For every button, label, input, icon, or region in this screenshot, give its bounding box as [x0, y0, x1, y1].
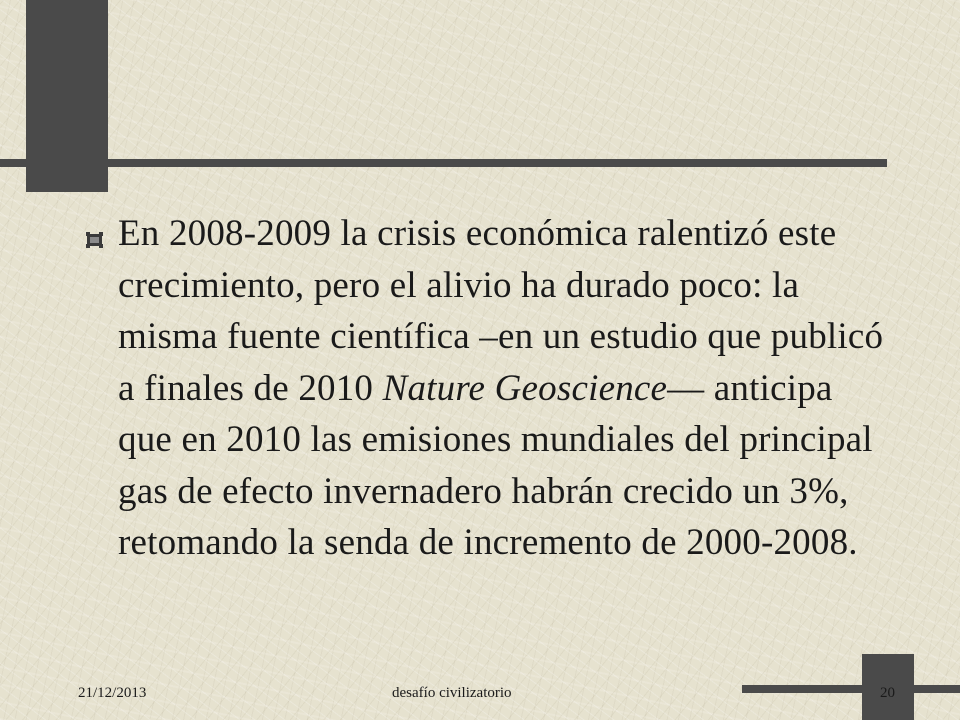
- journal-name-italic: Nature Geoscience: [382, 367, 668, 409]
- bullet-paragraph: [118, 208, 884, 569]
- footer-divider-line: [742, 685, 960, 693]
- footer-title: desafío civilizatorio: [392, 685, 512, 701]
- footer-date: 21/12/2013: [78, 685, 147, 701]
- paragraph-text-continued: — anticipa que en 2010 las emisiones mundiales del principal gas de efecto invernadero habrán crecido un 3%, retomando la senda de incremento de 2000-2008.: [118, 367, 873, 563]
- paragraph-text: En 2008-2009 la crisis económica ralentizó este crecimiento, pero el alivio ha durado poco: la misma fuente científica –en un estudio que publicó a finales de 2010: [118, 213, 884, 409]
- title-divider-line: [0, 159, 887, 167]
- square-bullet-icon: [84, 228, 106, 255]
- slide-body: [84, 208, 884, 569]
- page-number: 20: [880, 685, 895, 701]
